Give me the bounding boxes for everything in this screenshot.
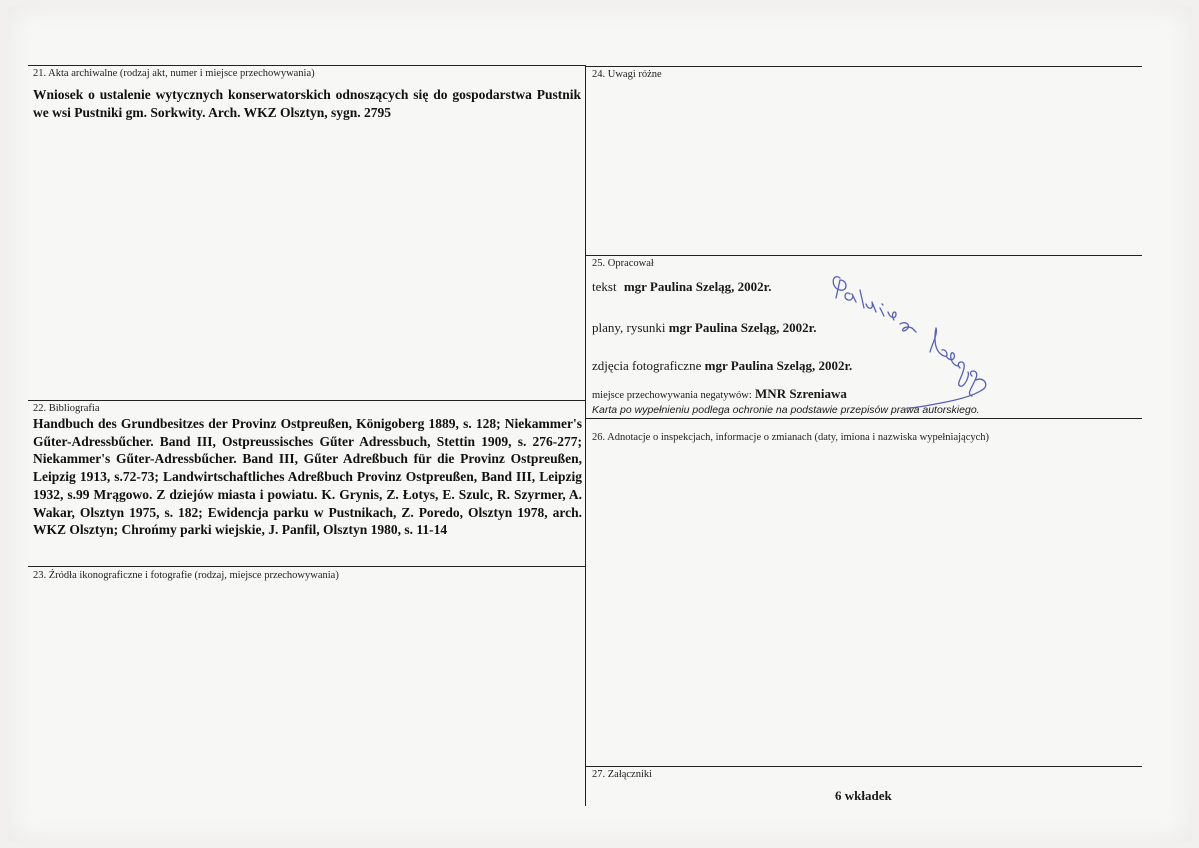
section-25-label: 25. Opracował [592, 258, 654, 269]
negatywy-row [592, 386, 847, 402]
rule-23 [28, 566, 585, 567]
rule-26 [585, 418, 1142, 419]
negatywy-label: miejsce przechowywania negatywów: [592, 390, 752, 401]
section-27-label: 27. Załączniki [592, 769, 653, 780]
zdjecia-value: mgr Paulina Szeląg, 2002r. [704, 358, 853, 373]
section-21-label: 21. Akta archiwalne (rodzaj akt, numer i miejsce przechowywania) [33, 68, 315, 79]
rule-25 [585, 255, 1142, 256]
section-22-label: 22. Bibliografia [33, 403, 100, 414]
column-divider [585, 65, 586, 806]
signature [826, 268, 1011, 410]
section-21-text: Wniosek o ustalenie wytycznych konserwatorskich odnoszących się do gospodarstwa Pustnik we wsi Pustniki gm. Sorkwity. Arch. WKZ Olsztyn, sygn. 2795 [33, 87, 581, 120]
plany-label: plany, rysunki [592, 320, 666, 335]
top-rule-right [585, 66, 1142, 67]
zdjecia-row [592, 358, 852, 374]
section-26-label: 26. Adnotacje o inspekcjach, informacje o zmianach (daty, imiona i nazwiska wypełniających) [592, 432, 990, 443]
zdjecia-label: zdjęcia fotograficzne [592, 358, 702, 373]
rule-27 [585, 766, 1142, 767]
copyright-note: Karta po wypełnieniu podlega ochronie na podstawie przepisów prawa autorskiego. [592, 404, 980, 416]
top-rule-left [28, 65, 585, 66]
section-27-value: 6 wkładek [835, 788, 892, 803]
plany-row [592, 320, 817, 336]
tekst-value: mgr Paulina Szeląg, 2002r. [623, 279, 772, 294]
tekst-row [592, 279, 772, 295]
section-23-label: 23. Źródła ikonograficzne i fotografie (rodzaj, miejsce przechowywania) [33, 570, 339, 581]
plany-value: mgr Paulina Szeląg, 2002r. [668, 320, 817, 335]
section-24-label: 24. Uwagi różne [592, 69, 662, 80]
rule-22 [28, 400, 585, 401]
section-22-text: Handbuch des Grundbesitzes der Provinz Ostpreußen, Königoberg 1889, s. 128; Niekammer's Gűter-Adressbűcher. Band III, Ostpreussisches Gűter Adressbuch, Stettin 1909, s. 276-277; Niekammer's Gűter-Adressbűcher. Band III, Gűter Adreßbuch für die Provinz Ostpreußen, Leipzig 1913, s.72-73; Landwirtschaftliches Adreßbuch Provinz Ostpreußen, Band III, Leipzig 1932, s.99 Mrągowo. Z dziejów miasta i powiatu. K. Grynis, Z. Łotys, E. Szulc, R. Szyrmer, A. Wakar, Olsztyn 1975, s. 182; Ewidencja parku w Pustnikach, Z. Poredo, Olsztyn 1978, arch. WKZ Olsztyn; Chrońmy parki wiejskie, J. Panfil, Olsztyn 1980, s. 11-14 [33, 416, 582, 538]
tekst-label: tekst [592, 279, 617, 294]
negatywy-value: MNR Szreniawa [755, 386, 847, 401]
